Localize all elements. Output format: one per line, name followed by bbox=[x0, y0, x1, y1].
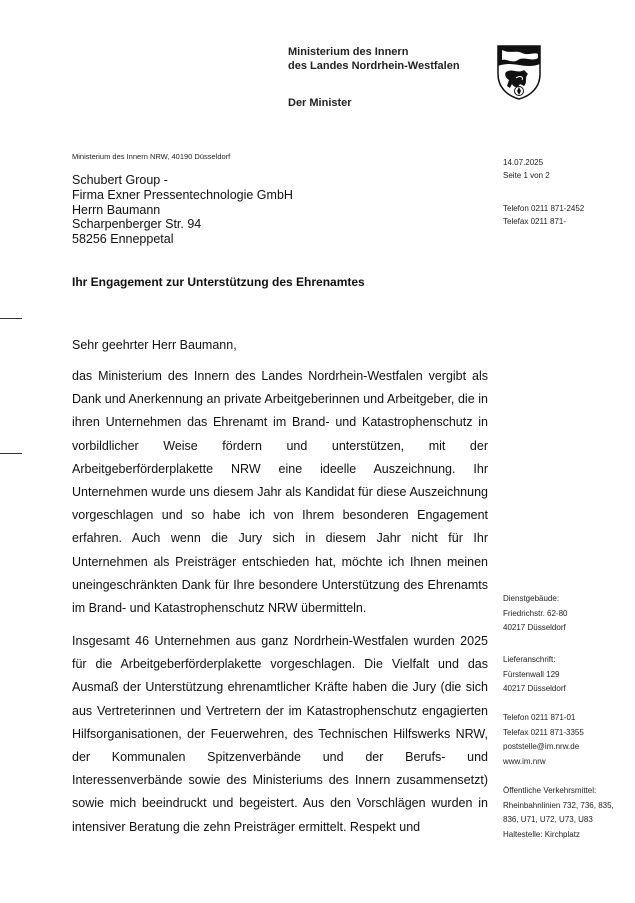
sidebar-text: 40217 Düsseldorf bbox=[503, 684, 566, 693]
sidebar-heading: Lieferanschrift: bbox=[503, 655, 556, 664]
letter-subject: Ihr Engagement zur Unterstützung des Ehrenamtes bbox=[72, 275, 365, 289]
sidebar-delivery-address bbox=[503, 653, 566, 697]
page-number: Seite 1 von 2 bbox=[503, 170, 550, 180]
sender-return-address: Ministerium des Innern NRW, 40190 Düsseldorf bbox=[72, 152, 231, 161]
recipient-line: Scharpenberger Str. 94 bbox=[72, 217, 202, 232]
recipient-line: Schubert Group - bbox=[72, 173, 168, 187]
nrw-coat-of-arms-logo bbox=[494, 44, 544, 100]
sidebar-fax: Telefax 0211 871-3355 bbox=[503, 727, 584, 737]
sidebar-website: www.im.nrw bbox=[503, 756, 546, 766]
sidebar-text: 40217 Düsseldorf bbox=[503, 623, 566, 632]
fold-mark bbox=[0, 453, 22, 454]
fold-mark bbox=[0, 318, 22, 319]
sidebar-text: 836, U71, U72, U73, U83 bbox=[503, 815, 593, 824]
body-paragraph-1: das Ministerium des Innern des Landes Nordrhein-Westfalen vergibt als Dank und Anerkennung an private Arbeitgeberinnen und Arbeitgeber, die in ihren Unternehmen das Ehrenamt im Brand- und Katastrophenschutz in vorbildlicher Weise fördern und unterstützen, mit der Arbeitgeberförderplakette NRW eine ideelle Auszeichnung. Ihr Unternehmen wurde uns diesem Jahr als Kandidat für diese Auszeichnung vorgeschlagen und so habe ich von Ihrem besonderen Engagement erfahren. Auch wenn die Jury sich in diesem Jahr nicht für Ihr Unternehmen als Preisträger entschieden hat, möchte ich Ihnen meinen uneingeschränkten Dank für Ihre besondere Unterstützung des Ehrenamts im Brand- und Katastrophenschutz NRW übermitteln. bbox=[72, 369, 488, 616]
body-paragraph-2: Insgesamt 46 Unternehmen aus ganz Nordrhein-Westfalen wurden 2025 für die Arbeitgeberförderplakette vorgeschlagen. Die Vielfalt und das Ausmaß der Unterstützung ehrenamtlicher Kräfte haben die Jury (die sich aus Vertreterinnen und Vertretern der im Katastrophenschutz engagierten Hilfsorganisationen, der Feuerwehren, des Technischen Hilfswerks NRW, der Kommunalen Spitzenverbände und der Berufs- und Interessenverbände sowie des Ministeriums des Innern zusammensetzt) sowie mich beeindruckt und begeistert. Aus den Vorschlägen wurden in intensiver Beratung die zehn Preisträger ermittelt. Respekt und bbox=[72, 634, 488, 834]
sidebar-phone: Telefon 0211 871-01 bbox=[503, 713, 576, 722]
sidebar-office-address bbox=[503, 592, 567, 636]
sidebar-email: poststelle@im.nrw.de bbox=[503, 742, 580, 751]
salutation: Sehr geehrter Herr Baumann, bbox=[72, 338, 237, 352]
sidebar-text: Friedrichstr. 62-80 bbox=[503, 608, 568, 618]
ministry-name-line1: Ministerium des Innern bbox=[288, 46, 409, 58]
letter-meta bbox=[503, 157, 584, 228]
recipient-address bbox=[72, 173, 293, 247]
minister-label: Der Minister bbox=[288, 97, 352, 109]
contact-fax: Telefax 0211 871- bbox=[503, 216, 567, 226]
sidebar-text: Haltestelle: Kirchplatz bbox=[503, 829, 580, 839]
sidebar-text: Fürstenwall 129 bbox=[503, 669, 560, 679]
sidebar-heading: Öffentliche Verkehrsmittel: bbox=[503, 786, 597, 795]
recipient-line: Herrn Baumann bbox=[72, 202, 161, 217]
recipient-line: 58256 Enneppetal bbox=[72, 232, 174, 247]
sidebar-contact bbox=[503, 711, 584, 769]
letter-date: 14.07.2025 bbox=[503, 158, 544, 167]
ministry-name-line2: des Landes Nordrhein-Westfalen bbox=[288, 60, 460, 72]
recipient-line: Firma Exner Pressentechnologie GmbH bbox=[72, 187, 293, 202]
sidebar-text: Rheinbahnlinien 732, 736, 835, bbox=[503, 800, 614, 810]
ministry-name bbox=[288, 45, 460, 73]
sidebar-heading: Dienstgebäude: bbox=[503, 594, 560, 603]
sidebar-public-transport bbox=[503, 784, 614, 842]
contact-phone: Telefon 0211 871-2452 bbox=[503, 204, 585, 213]
